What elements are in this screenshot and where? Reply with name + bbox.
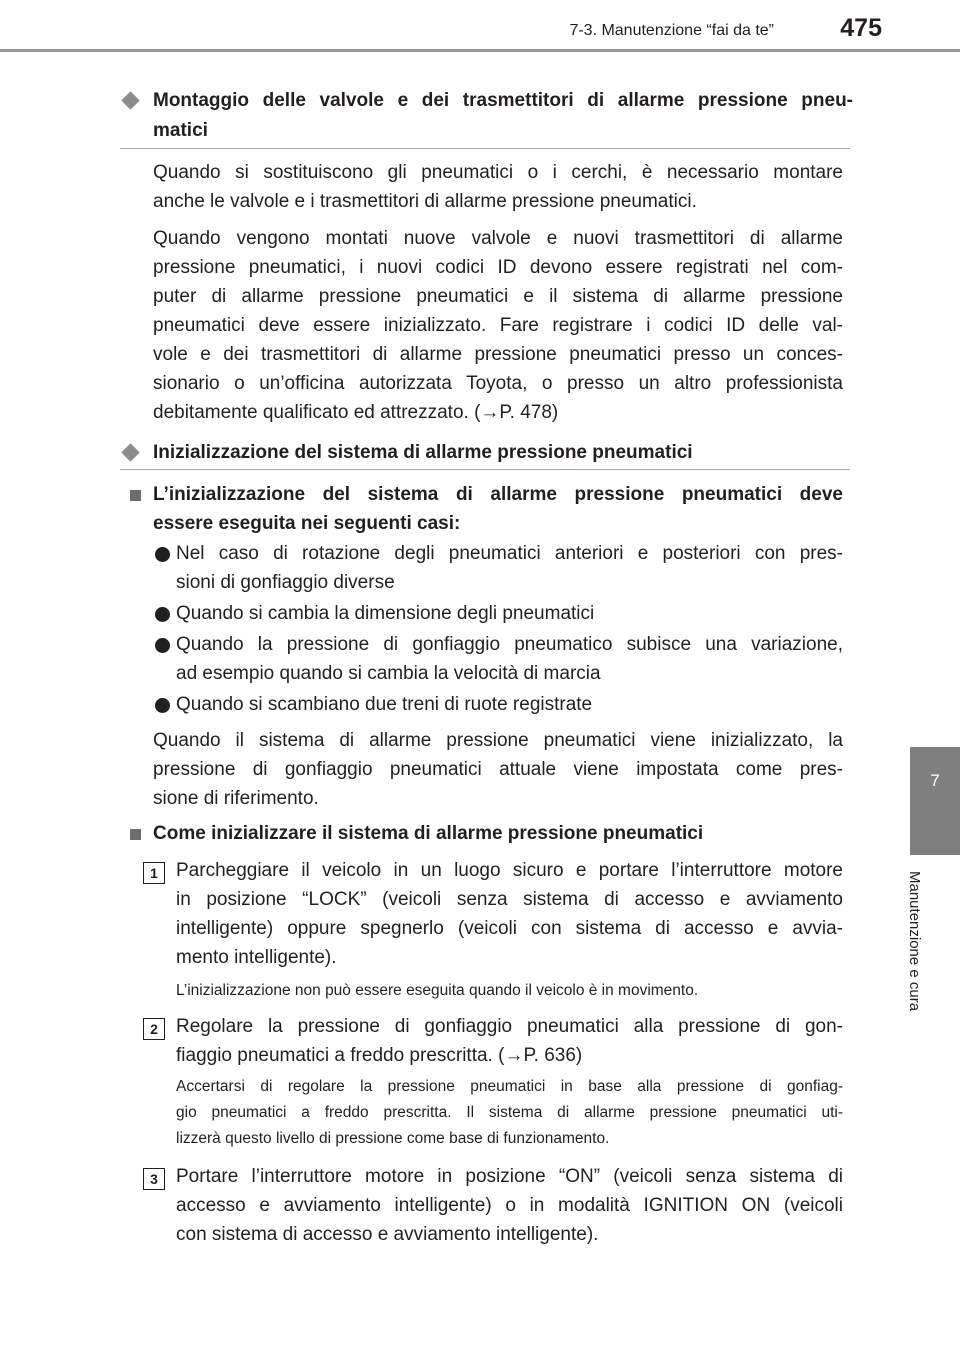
text-line: Portare l’interruttore motore in posizione “ON” (veicoli senza sistema di: [176, 1166, 843, 1187]
header-section-title: 7-3. Manutenzione “fai da te”: [569, 22, 774, 39]
step-2-text: [176, 1012, 843, 1070]
text-line: sionario o un’officina autorizzata Toyota, o presso un altro professionista: [153, 373, 843, 394]
step-number-1: 1: [143, 862, 165, 884]
bullet-item: [176, 599, 843, 628]
section1-title-line: Montaggio delle valvole e dei trasmettitori di allarme pressione pneu-: [153, 90, 853, 111]
step-3-text: [176, 1162, 843, 1249]
square-bullet-icon: [130, 490, 141, 501]
text-line: L’inizializzazione non può essere eseguita quando il veicolo è in movimento.: [176, 982, 699, 999]
section1-title: [153, 86, 853, 146]
text-line: intelligente) oppure spegnerlo (veicoli con sistema di accesso e avvia-: [176, 918, 843, 939]
subsection2-title: Come inizializzare il sistema di allarme pressione pneumatici: [153, 823, 704, 844]
text-line: accesso e avviamento intelligente) o in modalità IGNITION ON (veicoli: [176, 1195, 843, 1216]
text-line: Accertarsi di regolare la pressione pneumatici in base alla pressione di gonfiag-: [176, 1078, 843, 1095]
text-line: Quando il sistema di allarme pressione pneumatici viene inizializzato, la: [153, 730, 843, 751]
text-line: sioni di gonfiaggio diverse: [176, 572, 395, 593]
page-number: 475: [840, 14, 882, 42]
text-line: Nel caso di rotazione degli pneumatici anteriori e posteriori con pres-: [176, 543, 843, 564]
step-number-2: 2: [143, 1018, 165, 1040]
section2-title: Inizializzazione del sistema di allarme pressione pneumatici: [153, 442, 693, 463]
step-number-3: 3: [143, 1168, 165, 1190]
section1-paragraph-1: [153, 158, 843, 216]
text-line: Quando si sostituiscono gli pneumatici o i cerchi, è necessario montare: [153, 162, 843, 183]
text-line: Quando la pressione di gonfiaggio pneumatico subisce una variazione,: [176, 634, 843, 655]
text-line: sione di riferimento.: [153, 788, 319, 809]
text-line: in posizione “LOCK” (veicoli senza sistema di accesso e avviamento: [176, 889, 843, 910]
section1-title-line: matici: [153, 120, 208, 141]
step-1-text: [176, 856, 843, 972]
text-line: essere eseguita nei seguenti casi:: [153, 513, 461, 534]
text-line: gio pneumatici a freddo prescritta. Il sistema di allarme pressione pneumatici uti-: [176, 1104, 843, 1121]
bullet-item: [176, 539, 843, 597]
text-line: fiaggio pneumatici a freddo prescritta. (→P. 636): [176, 1045, 583, 1066]
chapter-number: 7: [930, 771, 940, 790]
bullet-icon: [155, 698, 170, 713]
bullet-item: [176, 690, 843, 719]
bullet-icon: [155, 547, 170, 562]
bullet-item: [176, 630, 843, 688]
text-line: lizzerà questo livello di pressione come base di funzionamento.: [176, 1130, 610, 1147]
text-line: pressione di gonfiaggio pneumatici attuale viene impostata come pres-: [153, 759, 843, 780]
diamond-icon: [121, 91, 139, 109]
bullet-icon: [155, 607, 170, 622]
text-line: vole e dei trasmettitori di allarme pressione pneumatici presso un conces-: [153, 344, 843, 365]
text-line: ad esempio quando si cambia la velocità di marcia: [176, 663, 601, 684]
text-line: puter di allarme pressione pneumatici e il sistema di allarme pressione: [153, 286, 843, 307]
text-line: anche le valvole e i trasmettitori di allarme pressione pneumatici.: [153, 191, 697, 212]
text-line: mento intelligente).: [176, 947, 337, 968]
text-line: Regolare la pressione di gonfiaggio pneumatici alla pressione di gon-: [176, 1016, 843, 1037]
text-line: L’inizializzazione del sistema di allarme pressione pneumatici deve: [153, 484, 843, 505]
section2-paragraph: [153, 726, 843, 813]
text-line: Parcheggiare il veicolo in un luogo sicuro e portare l’interruttore motore: [176, 860, 843, 881]
step-1-note: [176, 978, 843, 1004]
section1-paragraph-2: [153, 224, 843, 427]
bullet-icon: [155, 638, 170, 653]
text-line: Quando vengono montati nuove valvole e nuovi trasmettitori di allarme: [153, 228, 843, 249]
header-rule: [0, 49, 960, 52]
text-line: pneumatici deve essere inizializzato. Fare registrare i codici ID delle val-: [153, 315, 843, 336]
step-2-note: [176, 1074, 843, 1152]
text-line: pressione pneumatici, i nuovi codici ID devono essere registrati nel com-: [153, 257, 843, 278]
diamond-icon: [121, 443, 139, 461]
chapter-tab: [910, 747, 960, 855]
square-bullet-icon: [130, 829, 141, 840]
section2-rule: [120, 469, 850, 470]
chapter-label: Manutenzione e cura: [906, 871, 923, 1012]
subsection1-title: [153, 480, 843, 538]
text-line: Quando si cambia la dimensione degli pneumatici: [176, 603, 595, 624]
text-line: debitamente qualificato ed attrezzato. (→P. 478): [153, 402, 559, 423]
section1-rule: [120, 148, 850, 149]
text-line: Quando si scambiano due treni di ruote registrate: [176, 694, 593, 715]
text-line: con sistema di accesso e avviamento intelligente).: [176, 1224, 599, 1245]
